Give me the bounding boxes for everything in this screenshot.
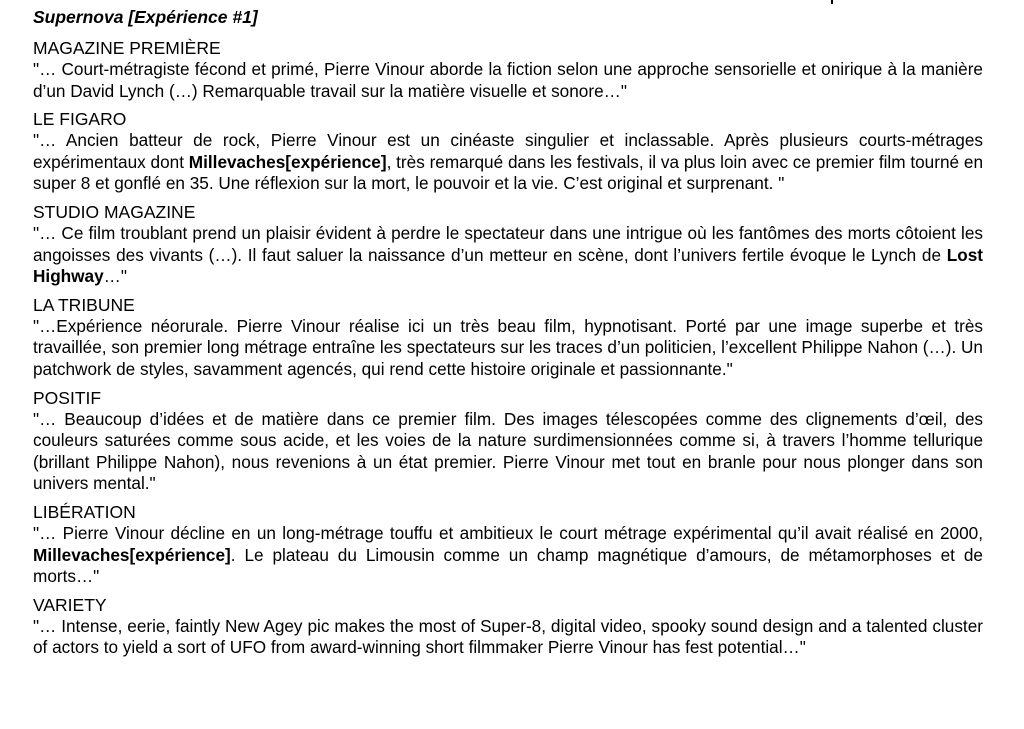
review-quote xyxy=(33,130,983,195)
quote-text: "… Court-métragiste fécond et primé, Pierre Vinour aborde la fiction selon une approche sensorielle et onirique à la manière d’un David Lynch (…) Remarquable travail sur la matière visuelle et sonore…" xyxy=(33,59,983,101)
review-source: VARIETY xyxy=(33,594,107,615)
review-quote xyxy=(33,316,983,381)
film-title-emphasis: Millevaches[expérience] xyxy=(33,544,231,565)
review-section xyxy=(33,109,983,195)
review-section xyxy=(33,295,983,381)
review-quote xyxy=(33,223,983,288)
review-source: LIBÉRATION xyxy=(33,501,136,522)
quote-text: , très remarqué dans les festivals, il va plus loin avec ce premier film tourné en super 8 et gonflé en 35. Une réflexion sur la mort, le pouvoir et la vie. C’est original et surprenant. " xyxy=(33,151,983,194)
review-source: POSITIF xyxy=(33,387,102,408)
document-page xyxy=(33,6,983,666)
review-list xyxy=(33,38,983,659)
film-title-emphasis: Lost Highway xyxy=(33,244,983,287)
review-quote xyxy=(33,523,983,588)
review-section xyxy=(33,595,983,659)
document-title: Supernova [Expérience #1] xyxy=(33,7,258,27)
quote-text: "… Pierre Vinour décline en un long-métrage touffu et ambitieux le court métrage expérimental qu’il avait réalisé en 2000, xyxy=(33,522,983,543)
review-section xyxy=(33,38,983,102)
review-quote xyxy=(33,59,983,102)
quote-text: "… Beaucoup d’idées et de matière dans ce premier film. Des images télescopées comme des clignements d’œil, des couleurs saturées comme sous acide, et les voies de la nature surdimensionnées comme si, à travers l’homme tellurique (brillant Philippe Nahon), nous revenions à un état premier. Pierre Vinour met tout en branle pour nous plonger dans son univers mental." xyxy=(33,408,983,494)
review-source: LA TRIBUNE xyxy=(33,294,135,315)
review-source: MAGAZINE PREMIÈRE xyxy=(33,38,221,58)
film-title-emphasis: Millevaches[expérience] xyxy=(188,151,387,172)
quote-text: "… Intense, eerie, faintly New Agey pic makes the most of Super-8, digital video, spooky sound design and a talented cluster of actors to yield a sort of UFO from award-winning short filmmaker Pierre Vinour has fest potential…" xyxy=(33,615,983,658)
quote-text: . Le plateau du Limousin comme un champ magnétique d’amours, de métamorphoses et de morts…" xyxy=(33,544,983,587)
review-source: STUDIO MAGAZINE xyxy=(33,201,196,222)
quote-text: "… Ce film troublant prend un plaisir évident à perdre le spectateur dans une intrigue où les fantômes des morts côtoient les angoisses des vivants (…). Il faut saluer la naissance d’un metteur en scène, dont l’univers fertile évoque le Lynch de xyxy=(33,222,983,265)
review-quote xyxy=(33,616,983,659)
page-edge-mark xyxy=(831,0,833,4)
quote-text: "…Expérience néorurale. Pierre Vinour réalise ici un très beau film, hypnotisant. Porté par une image superbe et très travaillée, son premier long métrage entraîne les spectateurs sur les traces d’un politicien, l’excellent Philippe Nahon (…). Un patchwork de styles, savamment agencés, qui rend cette histoire originale et passionnante." xyxy=(33,315,983,379)
review-section xyxy=(33,388,983,495)
quote-text: "… Ancien batteur de rock, Pierre Vinour est un cinéaste singulier et inclassable. Après plusieurs courts-métrages expérimentaux dont xyxy=(33,130,983,172)
review-quote xyxy=(33,409,983,495)
review-section xyxy=(33,202,983,288)
quote-text: …" xyxy=(103,266,127,287)
review-section xyxy=(33,502,983,588)
review-source: LE FIGARO xyxy=(33,109,127,130)
